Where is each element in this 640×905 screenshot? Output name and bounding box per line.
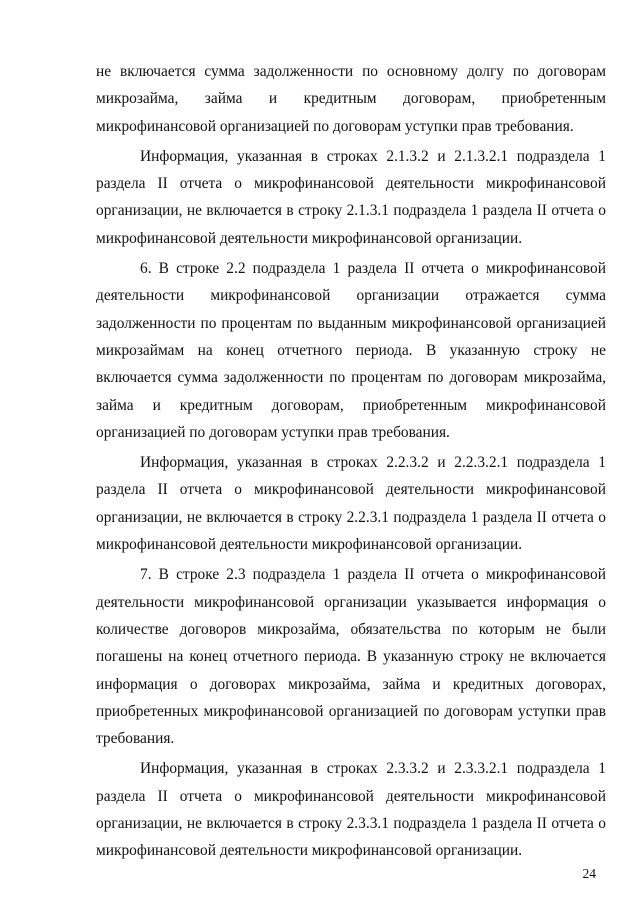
paragraph-item-6: 6. В строке 2.2 подраздела 1 раздела II отчета о микрофинансовой деятельности микрофинансовой организации отражается сумма задолженности по процентам по выданным микрофинансовой организацией микрозаймам на конец отчетного периода. В указанную строку не включается сумма задолженности по процентам по договорам микрозайма, займа и кредитным договорам, приобретенным микрофинансовой организацией по договорам уступки прав требования. (96, 260, 606, 441)
paragraph-continuation: не включается сумма задолженности по основному долгу по договорам микрозайма, займа и кредитным договорам, приобретенным микрофинансовой организацией по договорам уступки прав требования. (96, 63, 606, 135)
page-number: 24 (582, 866, 596, 881)
paragraph-item-7: 7. В строке 2.3 подраздела 1 раздела II отчета о микрофинансовой деятельности микрофинансовой организации указывается информация о количестве договоров микрозайма, обязательства по которым не были погашены на конец отчетного периода. В указанную строку не включается информация о договорах микрозайма, займа и кредитных договорах, приобретенных микрофинансовой организацией по договорам уступки прав требования. (96, 566, 606, 748)
paragraph-info-2-3: Информация, указанная в строках 2.3.3.2 и 2.3.3.2.1 подраздела 1 раздела II отчета о микрофинансовой деятельности микрофинансовой организации, не включается в строку 2.3.3.1 подраздела 1 раздела II отчета о микрофинансовой деятельности микрофинансовой организации. (96, 760, 606, 860)
document-body (96, 58, 606, 868)
paragraph-info-2-2: Информация, указанная в строках 2.2.3.2 и 2.2.3.2.1 подраздела 1 раздела II отчета о микрофинансовой деятельности микрофинансовой организации, не включается в строку 2.2.3.1 подраздела 1 раздела II отчета о микрофинансовой деятельности микрофинансовой организации. (96, 454, 606, 554)
paragraph-info-2-1: Информация, указанная в строках 2.1.3.2 и 2.1.3.2.1 подраздела 1 раздела II отчета о микрофинансовой деятельности микрофинансовой организации, не включается в строку 2.1.3.1 подраздела 1 раздела II отчета о микрофинансовой деятельности микрофинансовой организации. (96, 147, 606, 247)
